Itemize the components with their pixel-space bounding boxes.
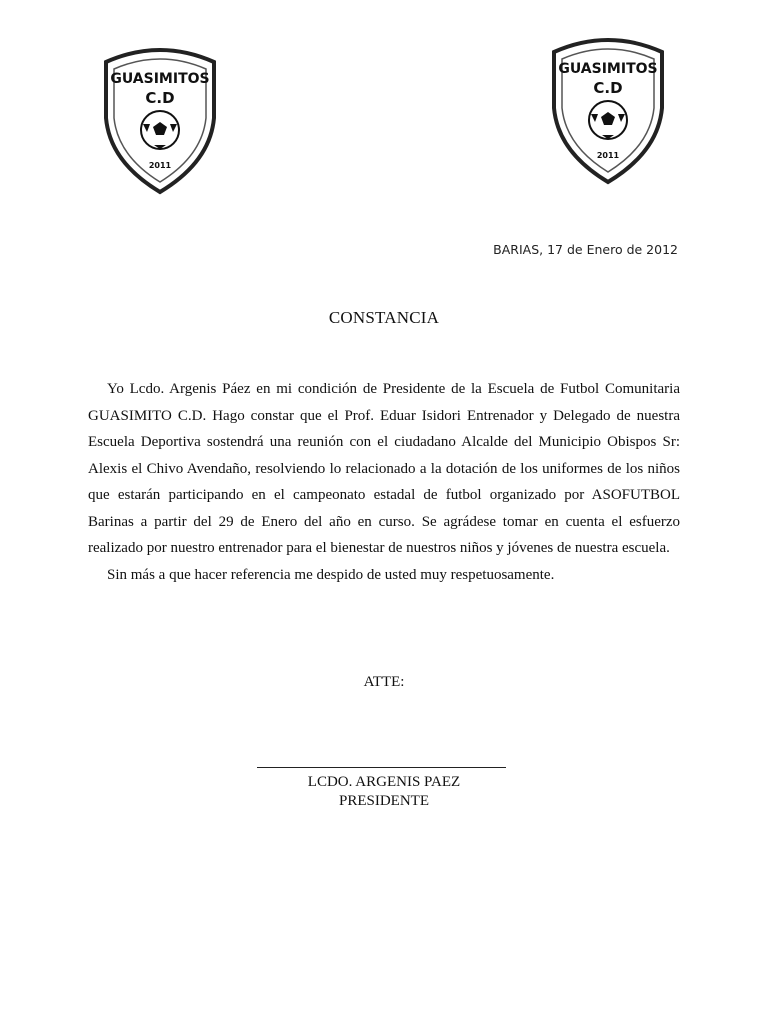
svg-text:C.D: C.D bbox=[593, 79, 623, 97]
svg-text:2011: 2011 bbox=[148, 161, 172, 170]
soccer-ball-icon bbox=[141, 111, 179, 149]
signatory-name: LCDO. ARGENIS PAEZ bbox=[307, 774, 461, 790]
body-paragraph: Yo Lcdo. Argenis Páez en mi condición de Presidente de la Escuela de Futbol Comunitaria GUASIMITO C.D. Hago constar que el Prof. Eduar Isidori Entrenador y Delegado de nuestra Escuela Deportiva sostendrá una reunión con el ciudadano Alcalde del Municipio Obispos Sr: Alexis el Chivo Avendaño, resolviendo lo relacionado a la dotación de los uniformes de los niños que estarán participando en el campeonato estadal de futbol organizado por ASOFUTBOL Barinas a partir del 29 de Enero del año en curso. Se agrádese tomar en cuenta el esfuerzo realizado por nuestro entrenador para el bienestar de nuestros niños y jóvenes de nuestra escuela. bbox=[88, 381, 680, 556]
signatory-role: PRESIDENTE bbox=[339, 793, 429, 809]
club-crest-left bbox=[98, 44, 222, 196]
svg-text:GUASIMITOS: GUASIMITOS bbox=[110, 71, 210, 87]
svg-text:GUASIMITOS: GUASIMITOS bbox=[558, 61, 658, 77]
document-title: CONSTANCIA bbox=[328, 308, 440, 327]
signature-line bbox=[257, 767, 506, 768]
document-body bbox=[88, 376, 680, 588]
document-date: BARIAS, 17 de Enero de 2012 bbox=[493, 242, 678, 257]
body-paragraph: Sin más a que hacer referencia me despido de usted muy respetuosamente. bbox=[107, 566, 555, 583]
crest-shield-icon bbox=[98, 44, 222, 196]
crest-shield-icon bbox=[546, 34, 670, 186]
closing-text: ATTE: bbox=[363, 674, 405, 690]
soccer-ball-icon bbox=[589, 101, 627, 139]
club-crest-right bbox=[546, 34, 670, 186]
svg-text:C.D: C.D bbox=[145, 89, 175, 107]
svg-text:2011: 2011 bbox=[596, 151, 620, 160]
